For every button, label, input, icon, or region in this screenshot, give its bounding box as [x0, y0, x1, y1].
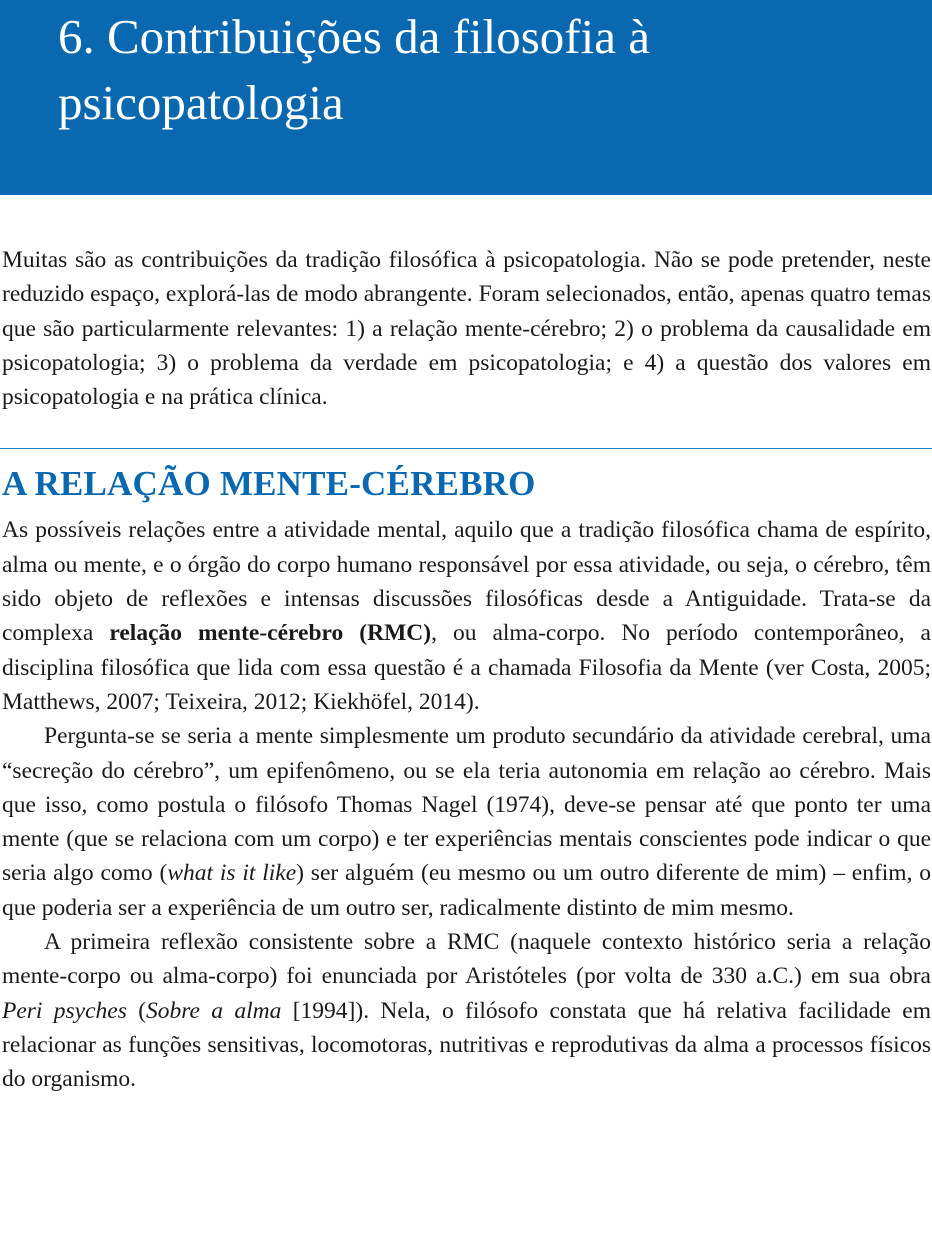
p2-italic-phrase: what is it like: [167, 860, 297, 887]
body-paragraph-1: [2, 513, 931, 719]
p3-italic-title-1: Peri psyches: [2, 997, 127, 1024]
p1-text-a: As possíveis relações entre a atividade mental, aquilo que a tradição filosófica chama de espírito, alma ou mente, e o órgão do corpo humano responsável por essa atividade, ou seja, o cérebro, têm sido objeto de reflexões e intensas discussões filosóficas desde a Antiguidade. Trata-se da complexa: [2, 517, 931, 647]
p3-text-c: [1994]). Nela, o filósofo constata que há relativa facilidade em relacionar as funções sensitivas, locomotoras, nutritivas e reprodutivas da alma a processos físicos do organismo.: [2, 997, 931, 1093]
p3-text-a: A primeira reflexão consistente sobre a RMC (naquele contexto histórico seria a relação mente-corpo ou alma-corpo) foi enunciada por Aristóteles (por volta de 330 a.C.) em sua obra: [2, 929, 931, 990]
body-paragraph-2: [2, 719, 931, 925]
p1-bold-term: relação mente-cérebro (RMC): [109, 620, 432, 647]
p3-italic-title-2: Sobre a alma: [146, 997, 282, 1024]
body-paragraph-3: [2, 925, 931, 1096]
chapter-title: 6. Contribuições da filosofia à psicopatologia: [58, 9, 650, 130]
section-divider: [0, 448, 932, 449]
p2-text-a: Pergunta-se se seria a mente simplesmente um produto secundário da atividade cerebral, uma “secreção do cérebro”, um epifenômeno, ou se ela teria autonomia em relação ao cérebro. Mais que isso, como postula o filósofo Thomas Nagel (1974), deve-se pensar até que ponto ter uma mente (que se relaciona com um corpo) e ter experiências mentais conscientes pode indicar o que seria algo como (: [2, 723, 931, 887]
page-content: [2, 243, 931, 1097]
p1-text-b: , ou alma-corpo. No período contemporâneo, a disciplina filosófica que lida com essa questão é a chamada Filosofia da Mente (ver Costa, 2005; Matthews, 2007; Teixeira, 2012; Kiekhöfel, 2014).: [2, 620, 931, 715]
p3-text-b: (: [126, 997, 147, 1024]
intro-paragraph: Muitas são as contribuições da tradição filosófica à psicopatologia. Não se pode pretender, neste reduzido espaço, explorá-las de modo abrangente. Foram selecionados, então, apenas quatro temas que são particularmente relevantes: 1) a relação mente-cérebro; 2) o problema da causalidade em psicopatologia; 3) o problema da verdade em psicopatologia; e 4) a questão dos valores em psicopatologia e na prática clínica.: [2, 247, 931, 411]
section-heading: A RELAÇÃO MENTE-CÉREBRO: [2, 464, 536, 504]
chapter-banner: [0, 0, 932, 195]
p2-text-b: ) ser alguém (eu mesmo ou um outro diferente de mim) – enfim, o que poderia ser a experiência de um outro ser, radicalmente distinto de mim mesmo.: [2, 860, 932, 921]
